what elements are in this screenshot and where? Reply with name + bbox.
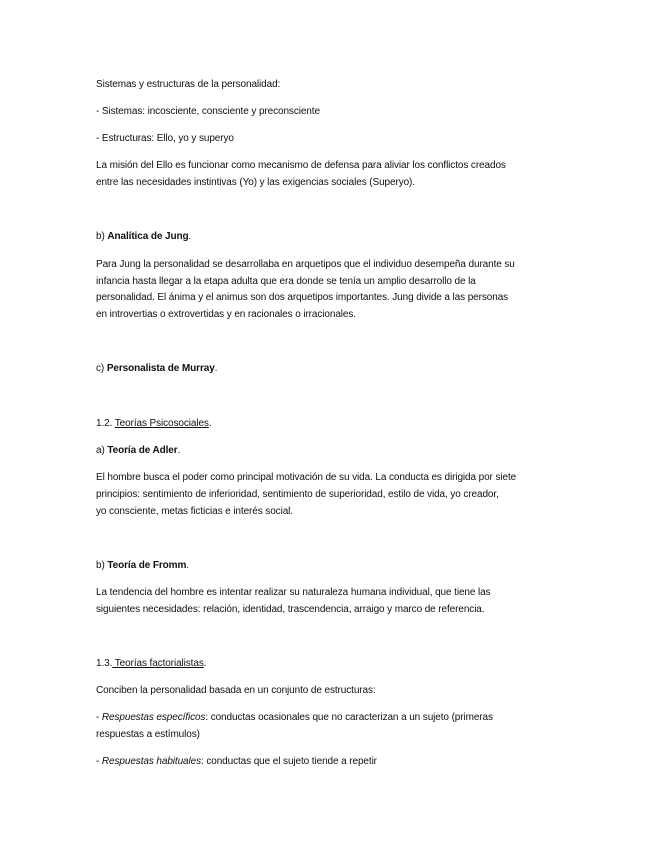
heading-title: Teorías Psicosociales (114, 418, 209, 429)
paragraph-fromm-line-2: siguientes necesidades: relación, identidad, trascendencia, arraigo y marco de referencia. (96, 604, 485, 615)
heading-suffix: . (203, 658, 207, 669)
heading-suffix: . (186, 560, 189, 571)
paragraph-ello-line-1: La misión del Ello es funcionar como mecanismo de defensa para aliviar los conflictos creados (96, 160, 506, 171)
list-item-respuestas-habituales (96, 756, 377, 768)
heading-title: Analítica de Jung (107, 231, 189, 242)
term-respuestas-especificos: Respuestas específicos (101, 712, 206, 723)
list-item-sistemas: - Sistemas: incosciente, consciente y preconsciente (96, 106, 320, 117)
heading-title: Teoría de Fromm (107, 560, 187, 571)
term-definition: : conductas ocasionales que no caracterizan a un sujeto (primeras (205, 712, 493, 723)
heading-suffix: . (214, 363, 218, 374)
heading-teorias-psicosociales (96, 418, 212, 430)
heading-prefix: a) (96, 445, 108, 456)
heading-prefix: b) (96, 231, 108, 242)
heading-title: Teorías factorialistas (112, 658, 204, 669)
list-dash: - (96, 712, 102, 723)
paragraph-ello-line-2: entre las necesidades instintivas (Yo) y las exigencias sociales (Superyo). (96, 177, 415, 188)
heading-prefix: c) (96, 363, 107, 374)
heading-teoria-adler (96, 445, 180, 457)
heading-personalista-murray (96, 363, 217, 375)
term-respuestas-habituales: Respuestas habituales (101, 756, 201, 767)
paragraph-adler-line-3: yo consciente, metas ficticias e interés social. (96, 506, 293, 517)
paragraph-jung-line-1: Para Jung la personalidad se desarrollaba en arquetipos que el individuo desempeña durante su (96, 259, 515, 270)
paragraph-conciben: Conciben la personalidad basada en un conjunto de estructuras: (96, 685, 376, 696)
paragraph-fromm-line-1: La tendencia del hombre es intentar realizar su naturaleza humana individual, que tiene las (96, 587, 491, 598)
list-item-estructuras: - Estructuras: Ello, yo y superyo (96, 133, 234, 144)
heading-title: Teoría de Adler (107, 445, 178, 456)
list-item-respuestas-especificos-line-2: respuestas a estímulos) (96, 729, 200, 740)
heading-teoria-fromm (96, 560, 189, 572)
paragraph-adler-line-1: El hombre busca el poder como principal motivación de su vida. La conducta es dirigida por siete (96, 472, 517, 483)
list-item-respuestas-especificos (96, 712, 493, 724)
term-definition: : conductas que el sujeto tiende a repetir (201, 756, 377, 767)
heading-prefix: b) (96, 560, 108, 571)
heading-title: Personalista de Murray (106, 363, 215, 374)
heading-suffix: . (177, 445, 181, 456)
paragraph-adler-line-2: principios: sentimiento de inferioridad, sentimiento de superioridad, estilo de vida, yo creador, (96, 489, 499, 500)
heading-suffix: . (188, 231, 192, 242)
heading-number: 1.3. (96, 658, 113, 669)
heading-analitica-jung (96, 231, 191, 243)
heading-number: 1.2. (96, 418, 115, 429)
paragraph-jung-line-4: en introvertias o extrovertidas y en racionales o irracionales. (96, 309, 356, 320)
heading-teorias-factorialistas (96, 658, 206, 670)
paragraph-jung-line-2: infancia hasta llegar a la etapa adulta que era donde se tenía un amplio desarrollo de la (96, 276, 476, 287)
paragraph-jung-line-3: personalidad. El ánima y el animus son dos arquetipos importantes. Jung divide a las personas (96, 292, 509, 303)
heading-suffix: . (208, 418, 212, 429)
list-dash: - (96, 756, 102, 767)
paragraph-sistemas-estructuras: Sistemas y estructuras de la personalidad: (96, 79, 281, 90)
